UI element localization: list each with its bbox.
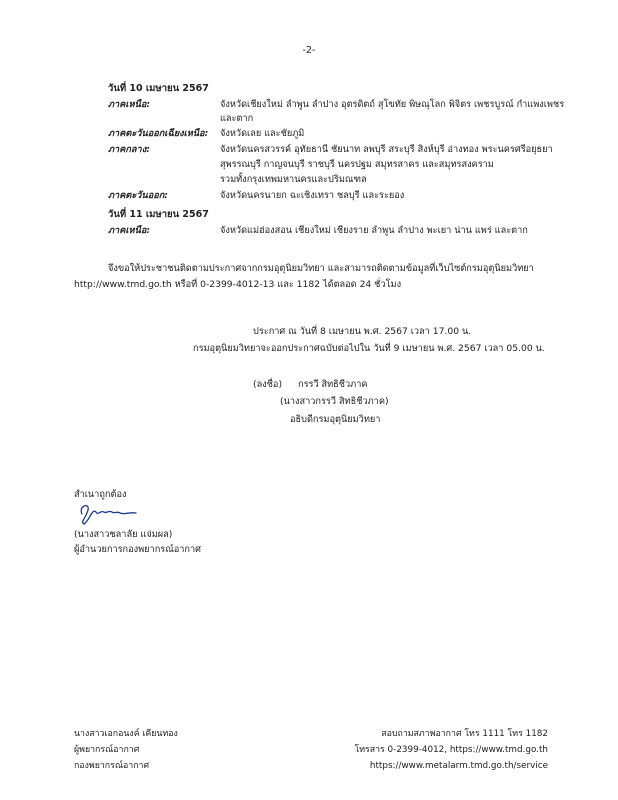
signer-title: อธิบดีกรมอุตุนิยมวิทยา — [290, 414, 381, 425]
region-provinces-north-line2: และตาก — [220, 113, 254, 124]
certified-copy-label: สำเนาถูกต้อง — [74, 489, 127, 500]
signed-prefix: (ลงชื่อ) — [253, 379, 283, 390]
footer-service-link[interactable]: https://www.metalarm.tmd.go.th/service — [369, 761, 548, 771]
handwritten-signature — [76, 500, 140, 526]
next-announcement: กรมอุตุนิยมวิทยาจะออกประกาศฉบับต่อไปใน วันที่ 9 เมษายน พ.ศ. 2567 เวลา 05.00 น. — [193, 343, 545, 354]
region-provinces-north-line1: จังหวัดเชียงใหม่ ลำพูน ลำปาง อุตรดิตถ์ สุโขทัย พิษณุโลก พิจิตร เพชรบูรณ์ กำแพงเพชร — [220, 99, 565, 110]
signer-full-name: (นางสาวกรรวี สิทธิชีวภาค) — [280, 396, 389, 407]
region-label-north-11: ภาคเหนือ: — [108, 225, 151, 236]
region-label-east: ภาคตะวันออก: — [108, 190, 168, 201]
footer-forecaster-name: นางสาวเอกอนงค์ เคียนทอง — [74, 729, 178, 739]
footer-forecaster-title: ผู้พยากรณ์อากาศ — [74, 745, 140, 755]
region-provinces-central-line1: จังหวัดนครสวรรค์ อุทัยธานี ชัยนาท ลพบุรี สระบุรี สิงห์บุรี อ่างทอง พระนครศรีอยุธยา — [220, 144, 553, 155]
page-number: -2- — [302, 45, 316, 56]
certifier-title: ผู้อำนวยการกองพยากรณ์อากาศ — [74, 544, 201, 555]
footer-fax-website: โทรสาร 0-2399-4012, https://www.tmd.go.th — [354, 745, 548, 755]
region-provinces-east: จังหวัดนครนายก ฉะเชิงเทรา ชลบุรี และระยอง — [220, 190, 405, 201]
region-label-central: ภาคกลาง: — [108, 144, 150, 155]
notice-line-2: http://www.tmd.go.th หรือที่ 0-2399-4012-13 และ 1182 ได้ตลอด 24 ชั่วโมง — [74, 279, 402, 290]
date-heading-11-april: วันที่ 11 เมษายน 2567 — [108, 209, 209, 220]
region-provinces-central-line3: รวมทั้งกรุงเทพมหานครและปริมณฑล — [220, 174, 367, 185]
notice-line-1: จึงขอให้ประชาชนติดตามประกาศจากกรมอุตุนิยมวิทยา และสามารถติดตามข้อมูลที่เว็บไซต์กรมอุตุนิยมวิทยา — [108, 263, 534, 274]
region-provinces-north-11: จังหวัดแม่ฮ่องสอน เชียงใหม่ เชียงราย ลำพูน ลำปาง พะเยา น่าน แพร่ และตาก — [220, 225, 528, 236]
region-label-northeast: ภาคตะวันออกเฉียงเหนือ: — [108, 128, 209, 139]
region-provinces-northeast: จังหวัดเลย และชัยภูมิ — [220, 128, 305, 139]
region-label-north: ภาคเหนือ: — [108, 99, 151, 110]
footer-division: กองพยากรณ์อากาศ — [74, 761, 150, 771]
certifier-name: (นางสาวชลาลัย แจ่มผล) — [74, 529, 173, 540]
signed-name: กรรวี สิทธิชีวภาค — [298, 379, 368, 390]
region-provinces-central-line2: สุพรรณบุรี กาญจนบุรี ราชบุรี นครปฐม สมุทรสาคร และสมุทรสงคราม — [220, 159, 494, 170]
date-heading-10-april: วันที่ 10 เมษายน 2567 — [108, 83, 209, 94]
announcement-date: ประกาศ ณ วันที่ 8 เมษายน พ.ศ. 2567 เวลา 17.00 น. — [253, 326, 472, 337]
footer-contact-phone: สอบถามสภาพอากาศ โทร 1111 โทร 1182 — [381, 729, 548, 739]
